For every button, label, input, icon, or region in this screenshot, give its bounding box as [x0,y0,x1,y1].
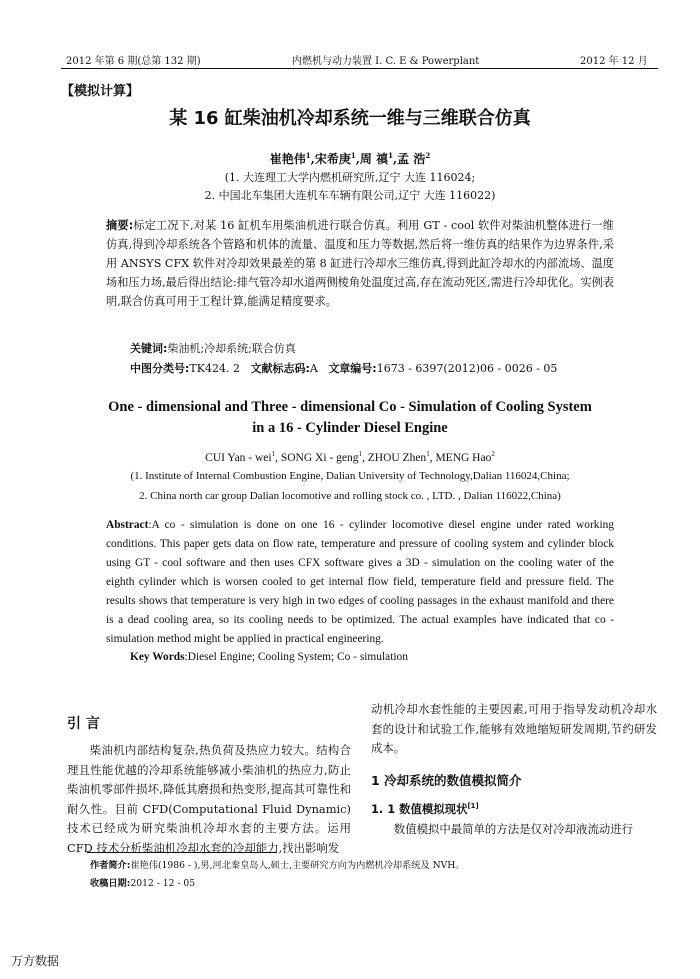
author-bio-text: 崔艳伟(1986 - ),男,河北秦皇岛人,硕士,主要研究方向为内燃机冷却系统及 NVH。 [130,860,465,871]
author-sup: 1 [426,450,430,458]
author-en: ZHOU Zhen [367,451,427,464]
author-sup: 1 [388,151,393,160]
clc-label: 中图分类号: [130,362,190,375]
author-sup: 2 [491,450,495,458]
abstract-en-label: Abstract [106,519,149,531]
intro-paragraph: 柴油机内部结构复杂,热负荷及热应力较大。结构合理且性能优越的冷却系统能够减小柴油机的热应力,防止柴油机零部件损坏,降低其磨损和热变形,提高其可靠性和耐久性。目前 CFD(Computational Fluid Dynamic)技术已经成为研究柴油机冷却水套的主要方法。运用 CFD 技术分析柴油机冷却水套的冷却能力,找出影响发 [67,743,351,855]
doc-code-label: 文献标志码: [250,362,310,375]
abstract-cn-label: 摘要: [106,219,134,232]
author-sup: 1 [305,151,311,160]
header-left: 2012 年第 6 期(总第 132 期) [66,56,201,67]
section-1-1-paragraph: 数值模拟中最简单的方法是仅对冷却液流动进行 [393,822,634,836]
abstract-cn-text: 标定工况下,对某 16 缸机车用柴油机进行联合仿真。利用 GT - cool 软件对柴油机整体进行一维仿真,得到冷却系统各个管路和机体的流量、温度和压力等数据,然后将一维仿真的结果作为边界条件,采用 ANSYS CFX 软件对冷却效果最差的第 8 缸进行冷却水三维仿真,得到此缸冷却水的内部流场、温度场和压力场,最后得出结论:排气管冷却水道两侧棱角处温度过高,存在流动死区,需进行冷却优化。实例表明,联合仿真可用于工程计算,能满足精度要求。 [106,219,614,308]
paper-title-cn: 某 16 缸柴油机冷却系统一维与三维联合仿真 [169,108,531,129]
abstract-en-text: :A co - simulation is done on one 16 - cylinder locomotive diesel engine under rated working conditions. This paper gets data on flow rate, temperature and pressure of cooling system and cylinder block using GT - cool software and then uses CFX software gives a 3D - simulation on the cooling water of the eighth cylinder which is worsen cooled to get internal flow field, temperature field and pressure field. The results shows that temperature is very high in two edges of cooling passages in the exhaust manifold and there is a dead cooling area, so its cooling needs to be optimized. The actual examples have indicated that co - simulation method might be applied in practical engineering. [106,519,614,645]
keywords-cn-label: 关键词: [130,342,168,355]
author-cn: 孟 浩 [397,152,426,166]
section-1-1-title: 1. 1 数值模拟现状 [371,802,468,816]
intro-heading: 引 言 [67,716,100,732]
header-right: 2012 年 12 月 [580,56,648,67]
author-sup: 1 [358,450,362,458]
affiliation-en-1: (1. Institute of Internal Combustion Engine, Dalian University of Technology,Dalian 116024,China; [130,470,570,482]
title-en-line1: One - dimensional and Three - dimensional Co - Simulation of Cooling System [108,399,592,415]
doc-code-value: A [309,362,318,375]
received-date [90,875,195,893]
affiliation-en-2: 2. China north car group Dalian locomotive and rolling stock co. , LTD. , Dalian 116022,China) [139,490,561,502]
section-1-heading: 1 冷却系统的数值模拟简介 [371,773,522,788]
author-cn: 周 禛 [359,152,389,166]
classification-line [130,360,557,376]
paper-title-en [0,397,700,439]
keywords-en-text: :Diesel Engine; Cooling System; Co - simulation [184,651,408,663]
author-en: MENG Hao [435,451,492,464]
received-date-label: 收稿日期: [90,878,131,889]
keywords-en-label: Key Words [130,651,185,663]
affiliation-cn-2: 2. 中国北车集团大连机车车辆有限公司,辽宁 大连 116022) [204,189,496,202]
received-date-value: 2012 - 12 - 05 [130,878,196,889]
article-no-label: 文章编号: [328,362,377,375]
header-center: 内燃机与动力装置 I. C. E & Powerplant [292,56,480,67]
keywords-cn-text: 柴油机;冷却系统;联合仿真 [167,342,296,355]
title-en-line2: in a 16 - Cylinder Diesel Engine [252,420,448,436]
article-no-value: 1673 - 6397(2012)06 - 0026 - 05 [376,362,558,375]
citation-1: [1] [467,802,479,811]
clc-value: TK424. 2 [189,362,240,375]
right-col-paragraph: 动机冷却水套性能的主要因素,可用于指导发动机冷却水套的设计和试验工作,能够有效地缩短研发周期,节约研发成本。 [371,702,657,756]
authors-cn: 崔艳伟$^1$,宋希庚$^1$,周 禛$^1$,孟 浩$^2$ [269,151,431,166]
authors-en: CUI Yan - wei$^1$, SONG Xi - geng$^1$, ZHOU Zhen$^1$, MENG Hao$^2$ [205,450,495,464]
author-en: CUI Yan - wei [205,451,272,464]
footnote-rule [87,852,277,853]
section-1-1-heading [371,801,479,817]
author-cn: 崔艳伟 [269,152,306,166]
abstract-cn [106,216,614,311]
author-sup: 1 [271,450,276,458]
keywords-en [130,651,408,663]
header-rule [61,68,658,69]
keywords-cn [130,340,296,356]
affiliation-cn-1: (1. 大连理工大学内燃机研究所,辽宁 大连 116024; [224,171,476,184]
author-sup: 2 [425,151,431,160]
author-cn: 宋希庚 [314,152,351,166]
author-en: SONG Xi - geng [280,451,359,464]
abstract-en [106,516,614,649]
author-bio-label: 作者简介: [90,860,131,871]
watermark-text: 万方数据 [11,954,60,968]
section-tag: 【模拟计算】 [61,84,140,99]
author-bio [90,857,464,875]
author-sup: 1 [350,151,356,160]
